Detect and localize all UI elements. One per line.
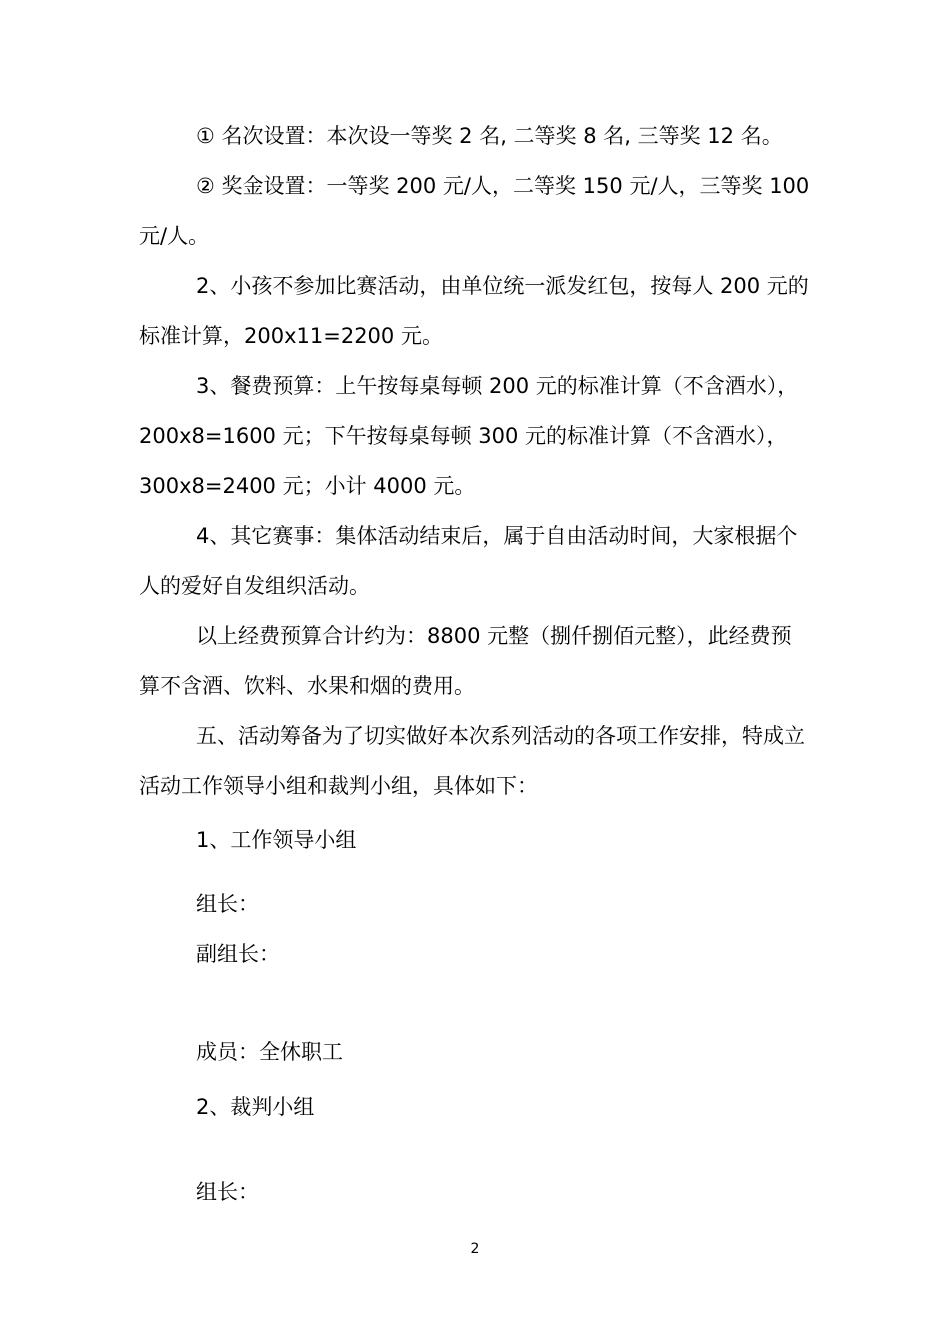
children-red-envelope-line-cont: 标准计算，200x11=2200 元。 [139,324,443,348]
other-events-line-cont: 人的爱好自发组织活动。 [139,574,370,598]
referee-group-heading: 2、裁判小组 [196,1095,315,1119]
members-line: 成员：全休职工 [196,1040,343,1064]
budget-total-line-cont: 算不含酒、饮料、水果和烟的费用。 [139,674,475,698]
children-red-envelope-line: 2、小孩不参加比赛活动，由单位统一派发红包，按每人 200 元的 [196,274,809,298]
other-events-line: 4、其它赛事：集体活动结束后，属于自由活动时间，大家根据个 [196,524,798,548]
preparation-line: 五、活动筹备为了切实做好本次系列活动的各项工作安排，特成立 [196,724,805,748]
leader-label: 组长： [196,892,259,916]
meal-budget-line-cont-2: 300x8=2400 元；小计 4000 元。 [139,474,476,498]
prize-money-line-cont: 元/人。 [139,224,210,248]
page-number: 2 [470,1241,480,1257]
budget-total-line: 以上经费预算合计约为：8800 元整（捌仟捌佰元整），此经费预 [196,624,792,648]
referee-leader-label: 组长： [196,1180,259,1204]
leadership-group-heading: 1、工作领导小组 [196,828,357,852]
deputy-leader-label: 副组长： [196,942,280,966]
preparation-line-cont: 活动工作领导小组和裁判小组，具体如下： [139,774,538,798]
meal-budget-line: 3、餐费预算：上午按每桌每顿 200 元的标准计算（不含酒水）， [196,374,799,398]
prize-money-line: ② 奖金设置：一等奖 200 元/人，二等奖 150 元/人，三等奖 100 [196,174,810,198]
prize-ranking-line: ① 名次设置：本次设一等奖 2 名, 二等奖 8 名, 三等奖 12 名。 [196,124,783,148]
meal-budget-line-cont-1: 200x8=1600 元；下午按每桌每顿 300 元的标准计算（不含酒水）， [139,424,788,448]
